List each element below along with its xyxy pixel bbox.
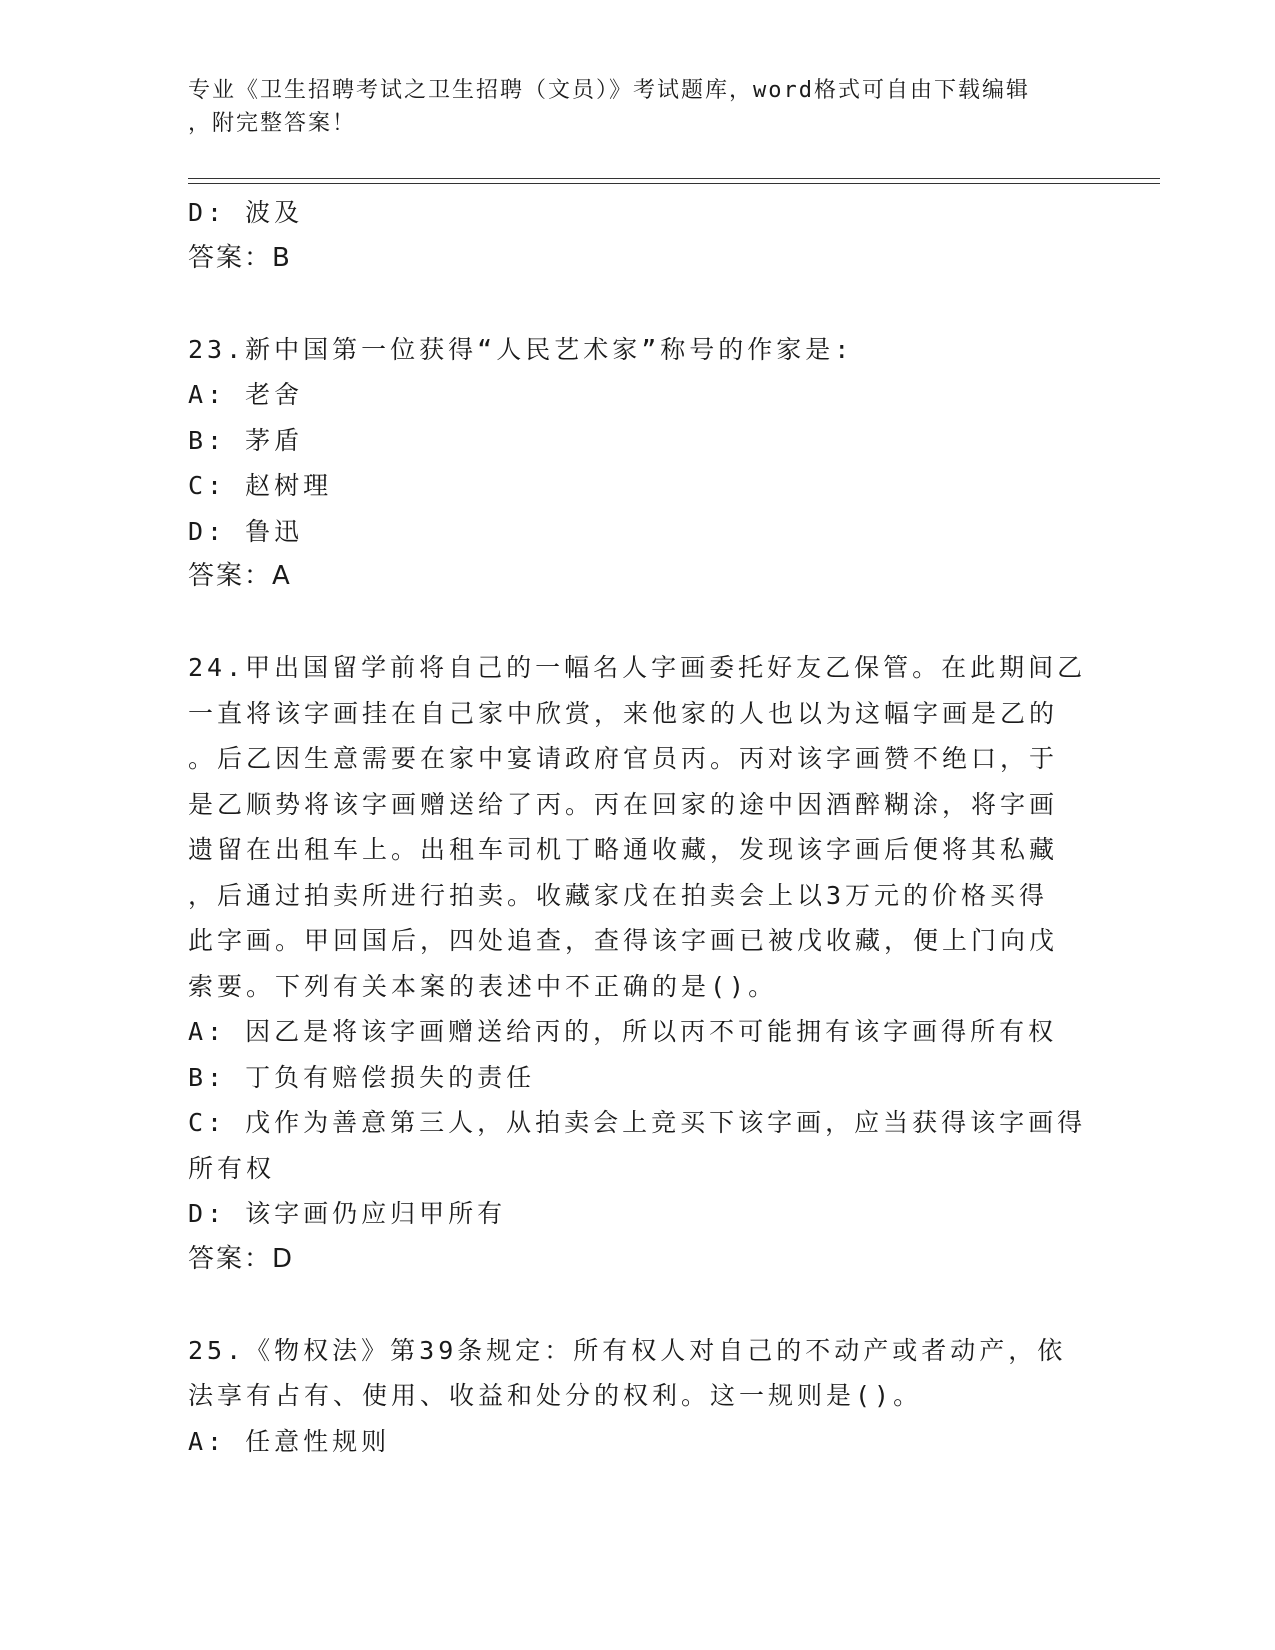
q23-option-a: A: 老舍 (188, 380, 304, 409)
q23-option-c: C: 赵树理 (188, 471, 333, 500)
q24-stem-line: 。后乙因生意需要在家中宴请政府官员丙。丙对该字画赞不绝口，于 (188, 744, 1059, 773)
q23-option-b: B: 茅盾 (188, 425, 304, 455)
q22-option-d: D: 波及 (188, 198, 304, 227)
header-line-1: 专业《卫生招聘考试之卫生招聘（文员）》考试题库，word格式可自由下载编辑 (188, 78, 1030, 103)
header-rule-top (188, 178, 1160, 179)
q23-answer: 答案：A (188, 561, 292, 591)
q24-option-c (188, 1100, 1088, 1191)
page-header (188, 74, 1078, 140)
q24-stem-line: 索要。下列有关本案的表述中不正确的是()。 (188, 971, 778, 1001)
q25-option-a: A: 任意性规则 (188, 1426, 391, 1456)
spacer (188, 281, 1088, 327)
q24-option-d: D: 该字画仍应归甲所有 (188, 1199, 507, 1228)
q25-stem-line: 25.《物权法》第39条规定：所有权人对自己的不动产或者动产，依 (188, 1335, 1067, 1365)
q24-stem-line: 24.甲出国留学前将自己的一幅名人字画委托好友乙保管。在此期间乙 (188, 653, 1087, 682)
q24-option-c-line: C: 戊作为善意第三人，从拍卖会上竞买下该字画，应当获得该字画得 (188, 1108, 1087, 1137)
q24-stem-line: ，后通过拍卖所进行拍卖。收藏家戊在拍卖会上以3万元的价格买得 (188, 880, 1049, 910)
header-line-2: ，附完整答案！ (188, 111, 357, 136)
q24-stem (188, 645, 1088, 1009)
q24-option-a: A: 因乙是将该字画赠送给丙的，所以丙不可能拥有该字画得所有权 (188, 1017, 1058, 1046)
q24-stem-line: 一直将该字画挂在自己家中欣赏，来他家的人也以为这幅字画是乙的 (188, 698, 1059, 728)
q24-stem-line: 是乙顺势将该字画赠送给了丙。丙在回家的途中因酒醉糊涂，将字画 (188, 789, 1059, 819)
q25-stem (188, 1328, 1088, 1419)
q24-option-b: B: 丁负有赔偿损失的责任 (188, 1062, 536, 1092)
spacer (188, 1282, 1088, 1328)
q24-stem-line: 遗留在出租车上。出租车司机丁略通收藏，发现该字画后便将其私藏 (188, 835, 1059, 864)
q23-option-d: D: 鲁迅 (188, 516, 304, 546)
q24-option-c-line: 所有权 (188, 1153, 276, 1183)
spacer (188, 600, 1088, 646)
q25-stem-line: 法享有占有、使用、收益和处分的权利。这一规则是()。 (188, 1381, 923, 1410)
q24-answer: 答案：D (188, 1243, 295, 1274)
q22-answer: 答案：B (188, 242, 292, 273)
question-content (188, 190, 1088, 1464)
q23-stem: 23.新中国第一位获得“人民艺术家”称号的作家是: (188, 334, 854, 364)
q24-stem-line: 此字画。甲回国后，四处追查，查得该字画已被戊收藏，便上门向戊 (188, 926, 1059, 955)
header-rule-bottom (188, 183, 1160, 184)
